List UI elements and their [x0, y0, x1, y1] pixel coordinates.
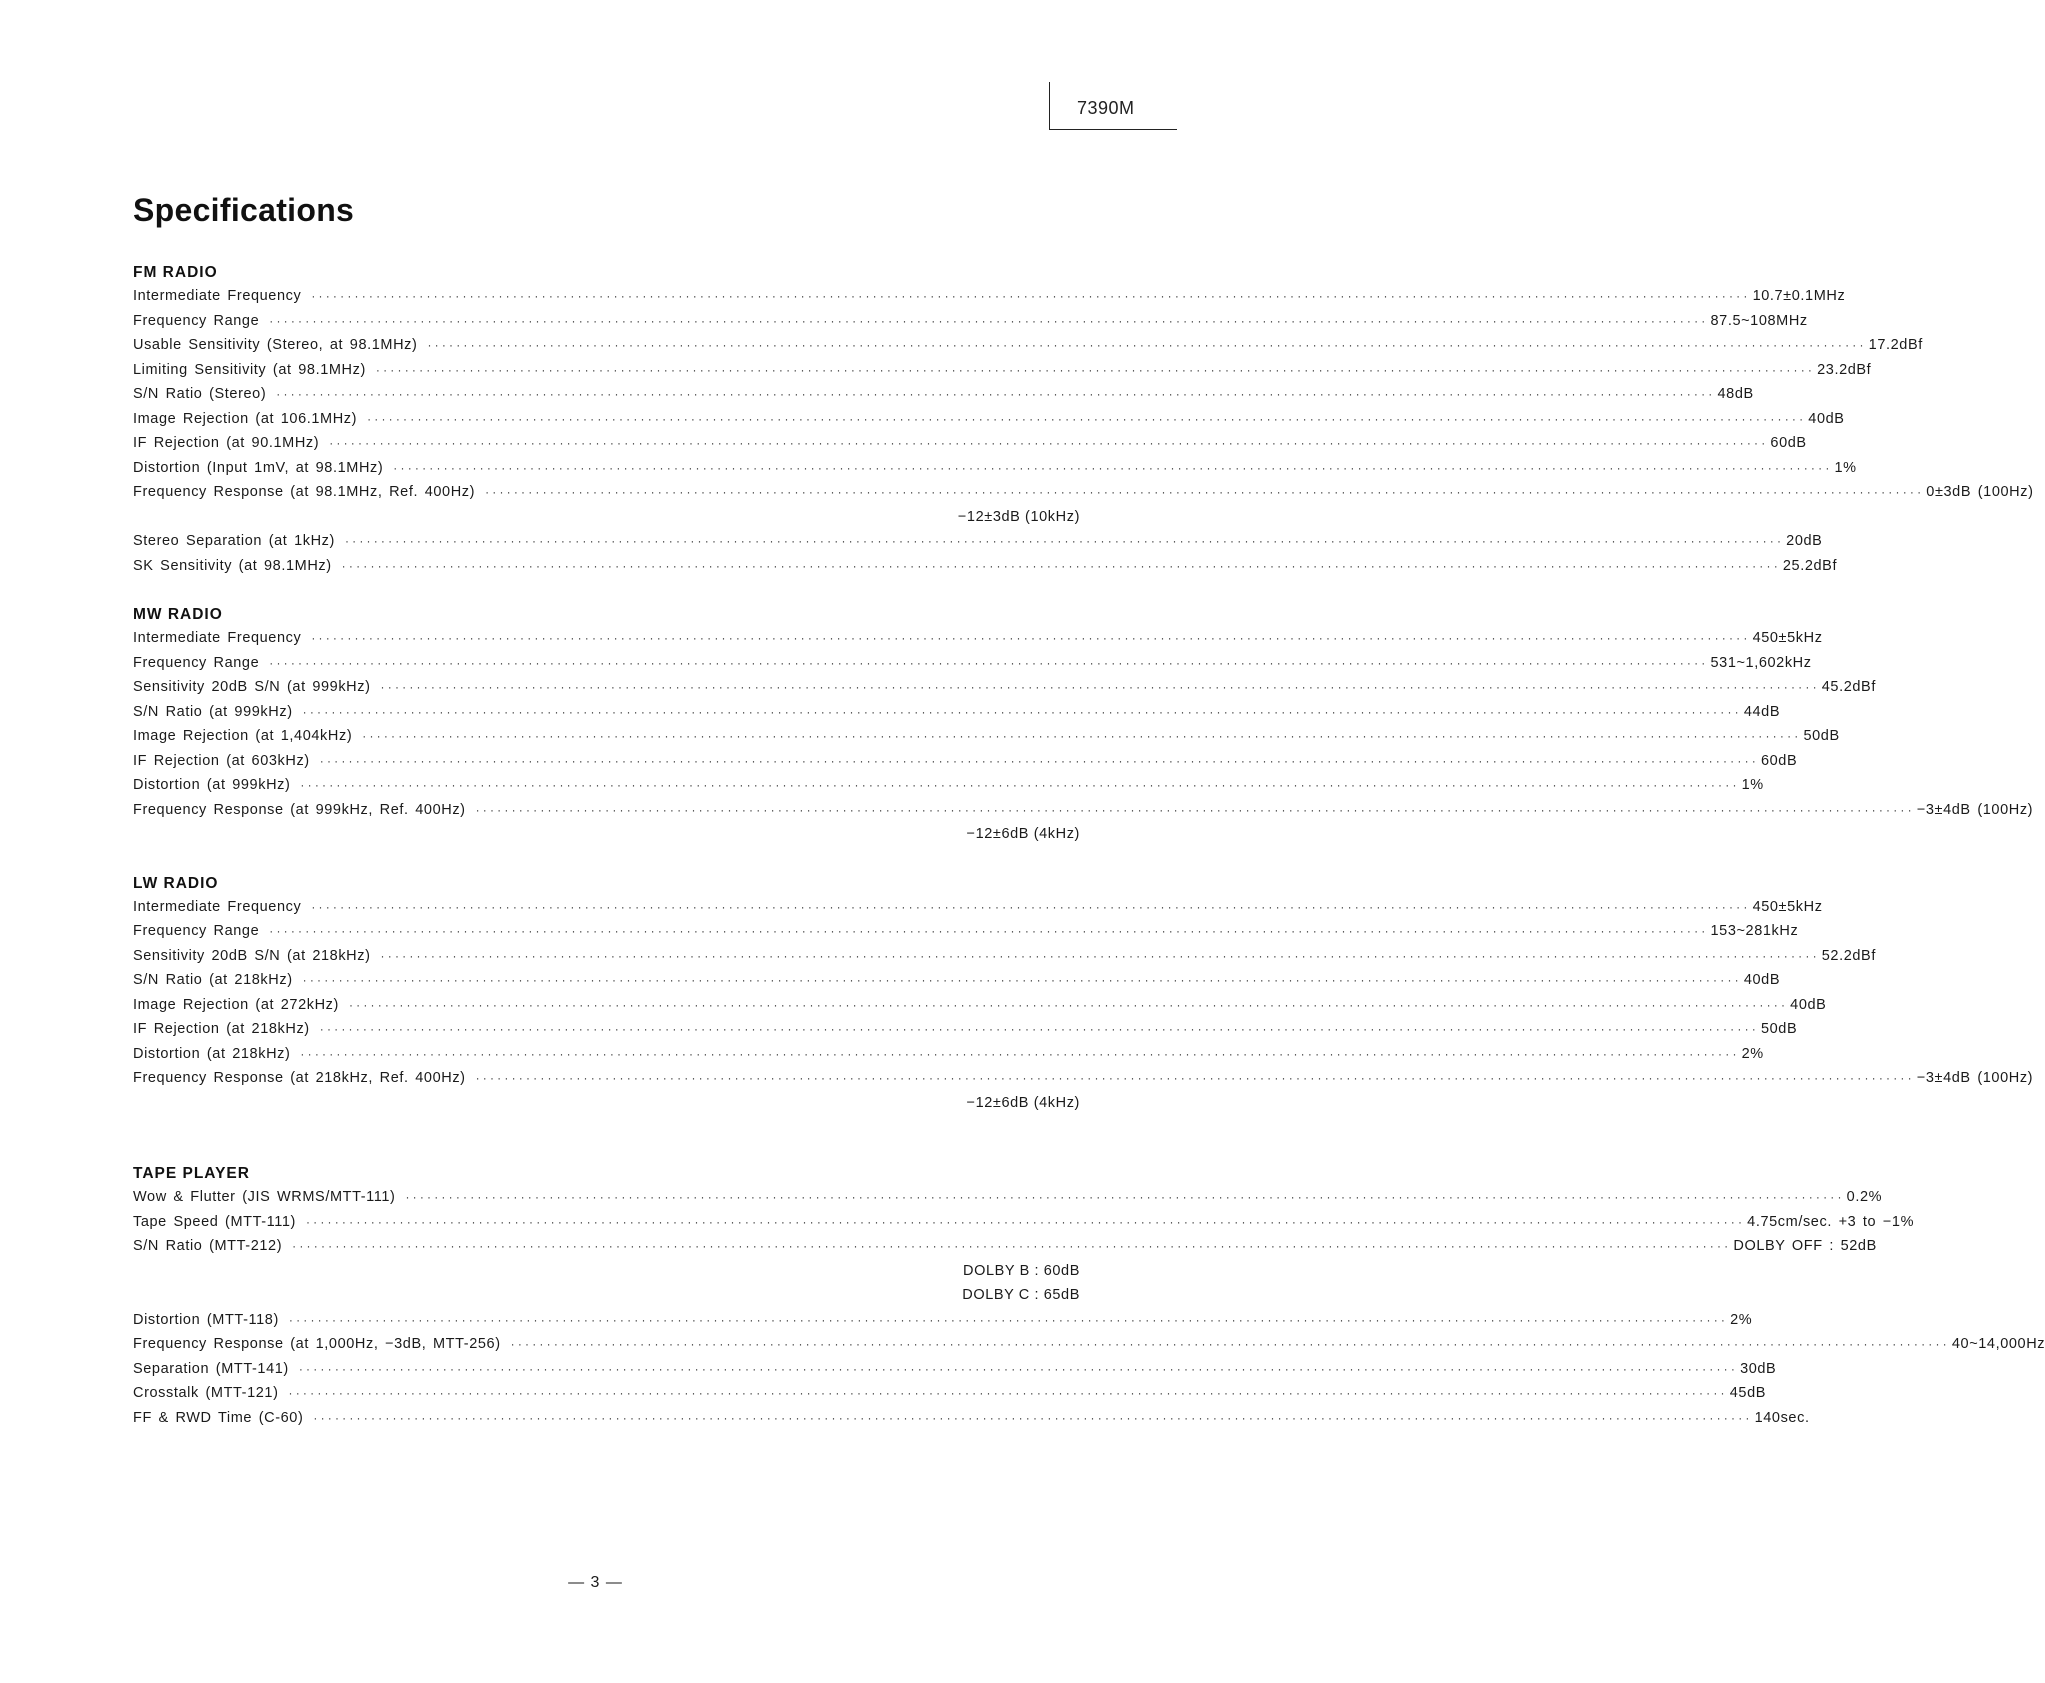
- spec-label: Frequency Response (at 218kHz, Ref. 400Hz): [133, 1070, 466, 1086]
- spec-value-continued: DOLBY B : 60dB: [963, 1262, 1080, 1279]
- spec-label: Crosstalk (MTT-121): [133, 1385, 279, 1401]
- spec-row: [133, 895, 1823, 920]
- spec-label: SK Sensitivity (at 98.1MHz): [133, 557, 332, 574]
- leader-dots: ········································································································································································································: [269, 924, 1709, 938]
- spec-row: [133, 309, 1808, 334]
- spec-label: Frequency Range: [133, 312, 260, 329]
- leader-dots: ········································································································································································································: [485, 485, 1925, 499]
- spec-row: [133, 773, 1764, 798]
- leader-dots: ········································································································································································································: [380, 680, 1820, 694]
- spec-value: 531~1,602kHz: [1710, 654, 1812, 671]
- spec-value: 450±5kHz: [1752, 898, 1823, 915]
- spec-row: [133, 358, 1872, 383]
- spec-value: 40dB: [1808, 410, 1845, 427]
- spec-row: [133, 480, 2034, 505]
- spec-label: Separation (MTT-141): [133, 1360, 289, 1377]
- spec-row: [133, 333, 1923, 358]
- leader-dots: ········································································································································································································: [276, 387, 1716, 401]
- spec-label: Intermediate Frequency: [133, 288, 302, 304]
- spec-label: Sensitivity 20dB S/N (at 999kHz): [133, 679, 371, 695]
- spec-label: Intermediate Frequency: [133, 898, 302, 915]
- spec-label: Sensitivity 20dB S/N (at 218kHz): [133, 947, 371, 964]
- spec-value: 1%: [1834, 459, 1857, 476]
- spec-label: FF & RWD Time (C-60): [133, 1409, 304, 1426]
- spec-value: 50dB: [1803, 728, 1840, 744]
- leader-dots: ········································································································································································································: [375, 362, 1816, 377]
- spec-label: Distortion (at 999kHz): [133, 777, 291, 793]
- spec-row: [133, 944, 1876, 969]
- leader-dots: ········································································································································································································: [300, 1046, 1740, 1061]
- spec-value: 45dB: [1729, 1385, 1767, 1401]
- leader-dots: ········································································································································································································: [269, 655, 1709, 670]
- spec-value: 60dB: [1760, 752, 1798, 769]
- spec-value-continued: DOLBY C : 65dB: [962, 1287, 1080, 1303]
- leader-dots: ········································································································································································································: [367, 411, 1807, 426]
- spec-label: Frequency Response (at 1,000Hz, −3dB, MTT-256): [133, 1336, 501, 1352]
- leader-dots: ········································································································································································································: [344, 534, 1785, 548]
- spec-value: 45.2dBf: [1821, 679, 1876, 695]
- spec-value: 48dB: [1717, 386, 1754, 402]
- section-heading: MW RADIO: [133, 606, 223, 623]
- spec-row: [133, 529, 1823, 554]
- spec-value: 40dB: [1790, 996, 1827, 1013]
- section-lw-radio: [133, 873, 2034, 1116]
- spec-value: 87.5~108MHz: [1710, 312, 1808, 329]
- spec-value: 450±5kHz: [1752, 630, 1823, 646]
- spec-value-continued: −12±6dB (4kHz): [966, 826, 1080, 842]
- leader-dots: ········································································································································································································: [341, 558, 1781, 573]
- spec-value: 50dB: [1760, 1021, 1798, 1037]
- spec-row: [133, 968, 1781, 993]
- spec-value: 23.2dBf: [1817, 361, 1872, 378]
- leader-dots: ········································································································································································································: [393, 460, 1833, 475]
- leader-dots: ········································································································································································································: [292, 1239, 1732, 1253]
- leader-dots: ········································································································································································································: [302, 704, 1742, 719]
- spec-label: Limiting Sensitivity (at 98.1MHz): [133, 361, 366, 378]
- leader-dots: ········································································································································································································: [362, 729, 1802, 743]
- page-title: Specifications: [133, 192, 355, 228]
- leader-dots: ········································································································································································································: [311, 289, 1751, 303]
- spec-value: 0.2%: [1846, 1189, 1883, 1205]
- section-heading: FM RADIO: [133, 264, 218, 281]
- leader-dots: ········································································································································································································: [348, 997, 1789, 1012]
- spec-label: IF Rejection (at 603kHz): [133, 752, 310, 769]
- spec-label: Intermediate Frequency: [133, 630, 302, 646]
- spec-content: [133, 262, 2045, 1430]
- spec-value: 40~14,000Hz: [1951, 1336, 2045, 1352]
- spec-value: 17.2dBf: [1868, 337, 1923, 353]
- spec-value: 20dB: [1786, 533, 1823, 549]
- spec-row: [133, 1381, 1767, 1406]
- spec-label: Frequency Range: [133, 654, 260, 671]
- spec-value: 60dB: [1770, 435, 1807, 451]
- spec-row: [133, 651, 1812, 676]
- spec-row: [133, 407, 1845, 432]
- leader-dots: ········································································································································································································: [510, 1337, 1950, 1351]
- spec-label: Distortion (MTT-118): [133, 1311, 279, 1328]
- spec-label: S/N Ratio (at 999kHz): [133, 703, 293, 720]
- spec-value: 52.2dBf: [1821, 947, 1876, 964]
- spec-row: [133, 382, 1754, 407]
- spec-label: S/N Ratio (at 218kHz): [133, 972, 293, 988]
- spec-row: [133, 1406, 1810, 1431]
- spec-row: [133, 993, 1827, 1018]
- section-fm-radio: [133, 262, 2034, 578]
- spec-row: [133, 675, 1876, 700]
- leader-dots: ········································································································································································································: [319, 753, 1759, 768]
- spec-row: [133, 1234, 1877, 1259]
- leader-dots: ········································································································································································································: [405, 1190, 1845, 1204]
- spec-value: 0±3dB (100Hz): [1926, 484, 2034, 500]
- spec-row: [133, 1332, 2045, 1357]
- leader-dots: ········································································································································································································: [311, 631, 1751, 645]
- spec-row: [133, 1042, 1764, 1067]
- page-number: — 3 —: [568, 1574, 623, 1591]
- spec-label: S/N Ratio (MTT-212): [133, 1238, 283, 1254]
- spec-value: 40dB: [1743, 972, 1781, 988]
- spec-row: [133, 1017, 1798, 1042]
- spec-label: Image Rejection (at 106.1MHz): [133, 410, 358, 427]
- section-tape-player: [133, 1163, 2045, 1430]
- leader-dots: ········································································································································································································: [305, 1214, 1746, 1229]
- spec-row: [133, 1357, 1777, 1382]
- spec-label: Distortion (Input 1mV, at 98.1MHz): [133, 459, 384, 476]
- model-number: 7390M: [1077, 98, 1135, 118]
- spec-label: Distortion (at 218kHz): [133, 1045, 291, 1062]
- spec-label: Tape Speed (MTT-111): [133, 1213, 296, 1230]
- spec-row: [133, 554, 1838, 579]
- leader-dots: ········································································································································································································: [288, 1312, 1729, 1327]
- spec-row: [133, 284, 1846, 309]
- spec-value: −3±4dB (100Hz): [1916, 1070, 2034, 1086]
- leader-dots: ········································································································································································································: [298, 1361, 1739, 1376]
- spec-value: 25.2dBf: [1782, 557, 1838, 574]
- leader-dots: ········································································································································································································: [475, 1071, 1915, 1085]
- spec-label: Frequency Range: [133, 923, 260, 939]
- spec-row: [133, 749, 1798, 774]
- spec-label: Frequency Response (at 999kHz, Ref. 400Hz): [133, 801, 466, 818]
- spec-value: 30dB: [1740, 1360, 1777, 1377]
- section-heading: LW RADIO: [133, 874, 219, 892]
- spec-row: [133, 626, 1823, 651]
- spec-value: 2%: [1741, 1045, 1764, 1062]
- spec-value-continued: −12±6dB (4kHz): [966, 1094, 1080, 1111]
- spec-label: IF Rejection (at 90.1MHz): [133, 435, 320, 451]
- leader-dots: ········································································································································································································: [313, 1410, 1753, 1425]
- spec-label: Image Rejection (at 272kHz): [133, 996, 339, 1013]
- spec-value: 1%: [1741, 777, 1764, 793]
- spec-row: [133, 919, 1799, 944]
- spec-row: [133, 1308, 1753, 1333]
- spec-label: Usable Sensitivity (Stereo, at 98.1MHz): [133, 337, 418, 353]
- section-heading: TAPE PLAYER: [133, 1165, 250, 1182]
- spec-value: −3±4dB (100Hz): [1916, 801, 2034, 818]
- leader-dots: ········································································································································································································: [319, 1022, 1759, 1036]
- spec-value: 4.75cm/sec. +3 to −1%: [1747, 1213, 1915, 1230]
- spec-row: [133, 700, 1781, 725]
- leader-dots: ········································································································································································································: [300, 778, 1740, 792]
- spec-row: [133, 456, 1857, 481]
- spec-row: [133, 1210, 1915, 1235]
- spec-value: 44dB: [1743, 703, 1781, 720]
- spec-value: 153~281kHz: [1710, 923, 1799, 939]
- spec-value: 140sec.: [1754, 1409, 1810, 1426]
- leader-dots: ········································································································································································································: [288, 1386, 1728, 1400]
- spec-row: [133, 1066, 2034, 1091]
- spec-value-continued: −12±3dB (10kHz): [957, 508, 1080, 525]
- spec-label: IF Rejection (at 218kHz): [133, 1021, 310, 1037]
- leader-dots: ········································································································································································································: [269, 313, 1709, 328]
- leader-dots: ········································································································································································································: [380, 948, 1820, 963]
- leader-dots: ········································································································································································································: [427, 338, 1867, 352]
- spec-label: Image Rejection (at 1,404kHz): [133, 728, 353, 744]
- leader-dots: ········································································································································································································: [329, 436, 1769, 450]
- spec-row: [133, 431, 1807, 456]
- leader-dots: ········································································································································································································: [475, 802, 1915, 817]
- leader-dots: ········································································································································································································: [311, 899, 1751, 914]
- spec-label: Frequency Response (at 98.1MHz, Ref. 400Hz): [133, 484, 476, 500]
- leader-dots: ········································································································································································································: [302, 973, 1742, 987]
- spec-row: [133, 724, 1840, 749]
- spec-value: 2%: [1730, 1311, 1753, 1328]
- spec-row: [133, 1185, 1883, 1210]
- spec-value: DOLBY OFF : 52dB: [1733, 1238, 1877, 1254]
- spec-value: 10.7±0.1MHz: [1752, 288, 1846, 304]
- spec-label: Wow & Flutter (JIS WRMS/MTT-111): [133, 1189, 396, 1205]
- spec-row: [133, 798, 2034, 823]
- spec-label: Stereo Separation (at 1kHz): [133, 533, 335, 549]
- section-mw-radio: [133, 604, 2034, 847]
- spec-label: S/N Ratio (Stereo): [133, 386, 267, 402]
